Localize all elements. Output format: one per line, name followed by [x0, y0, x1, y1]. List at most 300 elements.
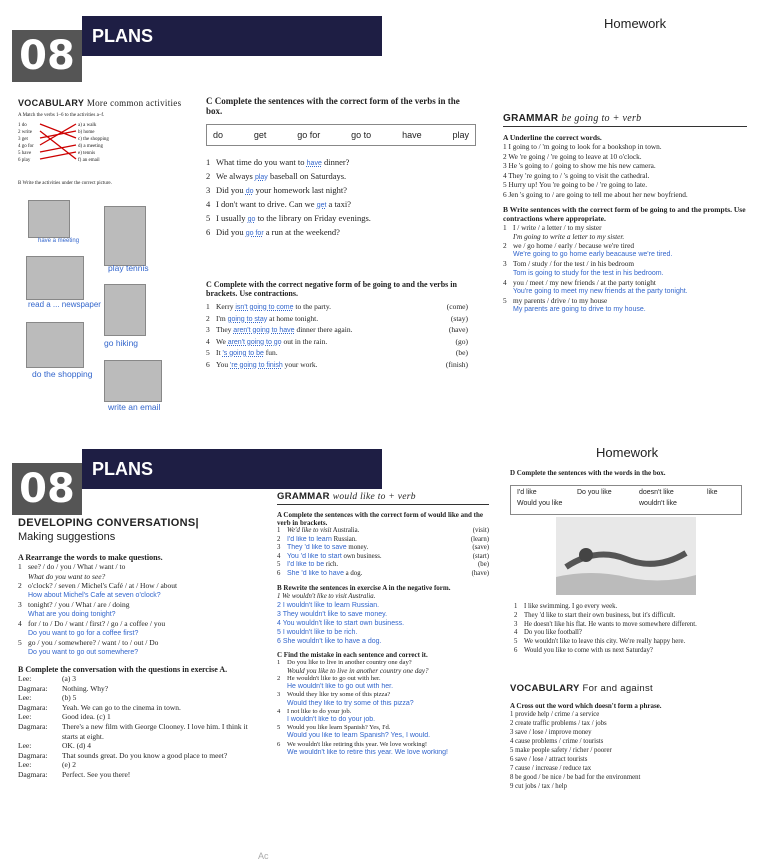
- gr-a-item: [277, 570, 489, 579]
- conversation-line: [18, 693, 258, 703]
- voc-item: 8 be good / be nice / be bad for the environment: [510, 774, 641, 781]
- gb-instruction: B Write sentences with the correct form of be going to and the prompts. Use contractions where appropriate.: [503, 204, 746, 223]
- item-number: 5: [277, 724, 281, 732]
- gr-b-list: [277, 592, 489, 646]
- item-number: 2: [503, 240, 507, 250]
- sentence-text: Do you like football?: [524, 629, 582, 637]
- verb-prompt: (learn): [470, 535, 489, 543]
- sentence-end: dinner?: [321, 157, 350, 167]
- gr-c-item: [277, 741, 489, 757]
- match-left-item: 4 go for: [18, 143, 34, 149]
- item-number: 2: [514, 611, 518, 619]
- speaker-name: Lee:: [18, 712, 32, 722]
- question-text: Would you like learn Spanish? Yes, I'd.: [287, 724, 391, 732]
- c2-sentence: [206, 348, 468, 360]
- item-number: 3: [206, 185, 211, 195]
- sentence-end: to the library on Friday evenings.: [255, 213, 371, 223]
- answer-text: aren't going to have: [233, 327, 295, 334]
- gr-c-question: [277, 675, 489, 683]
- sentence-text: We wouldn't like to leave this city. We're really happy here.: [524, 638, 686, 646]
- item-number: 3: [503, 259, 507, 269]
- item-number: 1: [206, 302, 210, 311]
- worksheet-page-bottom: [0, 433, 768, 866]
- item-number: 3: [206, 325, 210, 334]
- speaker-name: Dagmara:: [18, 750, 48, 760]
- c2-sentence: [206, 325, 468, 337]
- speaker-text: (a) 3: [62, 674, 76, 683]
- vocab-b-instruction: B Write the activities under the correct picture.: [18, 180, 112, 186]
- gr-b-item: 3 They wouldn't like to save money.: [277, 610, 388, 618]
- sentence-end: at home tonight.: [267, 313, 319, 323]
- question-words: o'clock? / seven / Michel's Café / at / How / about: [28, 581, 178, 590]
- swimmer-image: [556, 517, 696, 595]
- question-text: Do you like to live in another country one day?: [287, 658, 412, 666]
- gb-prompt: [503, 259, 747, 268]
- dc-b-conversation: [18, 674, 258, 780]
- sentence-start: What time do you want to: [216, 157, 307, 167]
- dc-question: [18, 600, 258, 610]
- ga-item: 2 We 're going / 're going to leave at 10 o'clock.: [503, 151, 642, 161]
- gr-c-question: [277, 708, 489, 716]
- prompt-text: my parents / drive / to my house: [513, 296, 608, 306]
- question-text: I not like to do your job.: [287, 707, 352, 715]
- dc-question: [18, 581, 258, 591]
- word-box-item: go for: [297, 130, 321, 140]
- gr-c-item: [277, 675, 489, 691]
- item-number: 6: [206, 227, 211, 237]
- dc-a-item: [18, 638, 258, 657]
- vocabulary-section: [18, 98, 193, 188]
- voc-list: [510, 710, 750, 791]
- answer-text: go for: [245, 230, 264, 237]
- word-box-item: like: [707, 489, 718, 496]
- word-box-item: get: [253, 130, 267, 140]
- verb-word-box: [206, 124, 476, 146]
- d-item: [514, 603, 750, 612]
- picture-caption-3: read a ... newspaper: [28, 300, 101, 309]
- sentence-start: I don't want to drive. Can we: [216, 199, 317, 209]
- item-number: 4: [206, 336, 210, 346]
- picture-caption-5: do the shopping: [32, 369, 93, 379]
- match-right-item: d) a meeting: [78, 143, 103, 149]
- verb-prompt: (go): [455, 336, 468, 346]
- speaker-text: Nothing. Why?: [62, 683, 109, 693]
- dc-answer: What are you doing tonight?: [28, 610, 116, 618]
- speaker-text: OK. (d) 4: [62, 741, 91, 751]
- item-number: 2: [206, 313, 210, 323]
- sentence-end: fun.: [263, 348, 278, 357]
- dc-answer: How about Michel's Cafe at seven o'clock?: [28, 591, 161, 599]
- question-words: tonight? / you / What / are / doing: [28, 600, 130, 609]
- gb-answer: I'm going to write a letter to my sister.: [513, 231, 625, 241]
- item-number: 1: [277, 658, 281, 666]
- sentence-end: rich.: [324, 561, 339, 569]
- answer-text: play: [254, 174, 268, 181]
- sentence-text: He doesn't like his flat. He wants to move somewhere different.: [524, 620, 697, 628]
- gr-c-item: [277, 708, 489, 724]
- match-left-item: 5 have: [18, 150, 32, 156]
- sentence-end: your homework last night?: [253, 185, 348, 195]
- sentence-text: They 'd like to start their own business, but it's difficult.: [524, 611, 676, 619]
- sentence-end: baseball on Saturdays.: [267, 171, 347, 181]
- sentence-start: I usually: [216, 213, 248, 223]
- conversation-line: [18, 722, 258, 741]
- dc-answer: Do you want to go out somewhere?: [28, 648, 139, 656]
- sentence-end: Russian.: [331, 535, 357, 543]
- shopping-photo: [26, 322, 84, 368]
- gb-prompt: [503, 296, 747, 305]
- sentence-start: We: [216, 336, 228, 346]
- match-left-item: 6 play: [18, 157, 31, 163]
- speaker-text: Good idea. (c) 1: [62, 712, 111, 722]
- answer-text: 're going to finish: [230, 361, 283, 369]
- gb-item: [503, 278, 747, 296]
- word-box-item: have: [402, 130, 422, 140]
- gb-list: [503, 223, 747, 315]
- word-box-item: I'd like: [517, 489, 537, 496]
- gb-prompt: [503, 223, 747, 232]
- question-words: for / to / Do / want / first? / go / a coffee / you: [28, 619, 166, 628]
- picture-caption-1: have a meeting: [38, 238, 80, 244]
- item-number: 1: [206, 157, 211, 167]
- answer-text: do: [245, 188, 254, 195]
- dc-question: [18, 638, 258, 648]
- gr-a-list: [277, 527, 489, 579]
- sentence-end: own business.: [341, 552, 382, 560]
- gb-item: [503, 259, 747, 277]
- vocab-match-list: [18, 121, 128, 177]
- newspaper-photo: [26, 256, 84, 300]
- gb-answer: Tom is going to study for the test in his bedroom.: [513, 269, 664, 277]
- speaker-name: Dagmara:: [18, 721, 48, 731]
- prompt-text: I / write / a letter / to my sister: [513, 222, 602, 232]
- gr-b-instruction: B Rewrite the sentences in exercise A in the negative form.: [277, 583, 451, 592]
- c2-sentence: [206, 360, 468, 372]
- c2-sentence: [206, 302, 468, 314]
- match-left-item: 2 write: [18, 129, 33, 135]
- match-lines: [18, 121, 128, 177]
- developing-conversations-section: [18, 517, 258, 780]
- verb-prompt: (have): [471, 569, 489, 577]
- vocab-a-instruction: A Match the verbs 1–6 to the activities a–f.: [18, 113, 105, 118]
- item-number: 2: [277, 535, 281, 543]
- conversation-line: [18, 751, 258, 761]
- conversation-line: [18, 741, 258, 751]
- sentence-start: They: [216, 325, 234, 334]
- speaker-text: That sounds great. Do you know a good place to meet?: [62, 750, 228, 760]
- grammar-subtitle: be going to + verb: [561, 113, 642, 124]
- item-number: 5: [503, 296, 507, 306]
- ga-item: 1 I going to / 'm going to look for a bookshop in town.: [503, 142, 662, 151]
- gb-prompt: [503, 241, 747, 250]
- tennis-photo: [104, 206, 146, 266]
- ga-list: [503, 142, 747, 200]
- word-box-item: Do you like: [577, 489, 612, 496]
- speaker-name: Dagmara:: [18, 683, 48, 693]
- item-number: 2: [277, 674, 281, 682]
- speaker-text: (b) 5: [62, 693, 77, 703]
- sentence-start: We always: [216, 171, 255, 181]
- sentence-start: Did you: [216, 185, 246, 195]
- voc-item: 1 provide help / crime / a service: [510, 711, 600, 718]
- vocabulary-for-against-section: [510, 683, 750, 791]
- item-number: 3: [277, 691, 281, 699]
- item-number: 6: [277, 569, 281, 577]
- gr-c-list: [277, 659, 489, 757]
- c1-sentence: [206, 184, 476, 198]
- voc-item: 6 save / lose / attract tourists: [510, 756, 588, 763]
- dc-question: [18, 562, 258, 572]
- voc-a-instruction: A Cross out the word which doesn't form a phrase.: [510, 702, 662, 710]
- sentence-end: Australia.: [331, 527, 360, 534]
- c1-sentence: [206, 198, 476, 212]
- dc-title: DEVELOPING CONVERSATIONS|: [18, 517, 199, 529]
- word-box-item: doesn't like: [639, 489, 674, 496]
- c1-sentence: [206, 226, 476, 240]
- picture-caption-4: go hiking: [104, 338, 139, 348]
- gr-c-answer: Would you like to learn Spanish? Yes, I would.: [287, 732, 431, 740]
- item-number: 5: [514, 638, 518, 646]
- dc-a-item: [18, 600, 258, 619]
- watermark: Ac: [258, 851, 269, 861]
- sentence-text: I like swimming. I go every week.: [524, 603, 618, 610]
- verb-prompt: (come): [446, 302, 468, 311]
- conversation-line: [18, 674, 258, 684]
- gr-c-answer: He wouldn't like to go out with her.: [287, 683, 394, 691]
- item-number: 1: [18, 562, 22, 571]
- d-item: [514, 647, 750, 656]
- gr-b-item: 1 We wouldn't like to visit Australia.: [277, 592, 376, 600]
- answer-text: They 'd like to save: [287, 544, 347, 552]
- word-box-item: do: [213, 130, 224, 140]
- item-number: 4: [206, 199, 211, 209]
- gr-b-item: 2 I wouldn't like to learn Russian.: [277, 601, 380, 609]
- item-number: 4: [277, 552, 281, 560]
- sentence-text: Would you like to come with us next Saturday?: [524, 646, 653, 654]
- match-line: [40, 145, 76, 152]
- match-left-item: 1 do: [18, 122, 27, 128]
- c2-sentence: [206, 337, 468, 349]
- speaker-text: There's a new film with George Clooney. I love him. I think it starts at eight.: [62, 721, 248, 741]
- sentence-end: dinner there again.: [294, 325, 353, 334]
- item-number: 5: [277, 561, 281, 569]
- verb-prompt: (finish): [445, 359, 468, 369]
- sentence-start: I'm: [216, 313, 228, 323]
- sentence-end: out in the rain.: [281, 336, 328, 346]
- match-right-item: f) an email: [78, 157, 100, 163]
- grammar-going-to-section: [503, 113, 747, 315]
- dc-a-instruction: A Rearrange the words to make questions.: [18, 553, 163, 562]
- sentence-start: It: [216, 348, 223, 357]
- answer-text: get: [316, 202, 327, 209]
- c1-sentence: [206, 156, 476, 170]
- answer-text: I'd like to learn: [287, 535, 332, 543]
- gr-a-item: [277, 527, 489, 536]
- speaker-text: (e) 2: [62, 760, 76, 770]
- dc-a-item: [18, 562, 258, 581]
- grammar-title: GRAMMAR: [503, 113, 559, 124]
- match-right-item: b) home: [78, 129, 95, 135]
- item-number: 1: [514, 603, 518, 610]
- ga-item: 5 Hurry up! You 're going to be / 're going to late.: [503, 180, 648, 190]
- word-box-item: play: [452, 130, 469, 140]
- gb-answer: My parents are going to drive to my house.: [513, 306, 646, 314]
- exercise-c-going-to: [206, 280, 468, 371]
- speaker-text: Yeah. We can go to the cinema in town.: [62, 702, 181, 712]
- voc-subtitle: For and against: [582, 683, 653, 694]
- verb-prompt: (start): [472, 552, 489, 560]
- answer-text: You 'd like to start: [287, 552, 342, 560]
- question-words: see? / do / you / What / want / to: [28, 562, 126, 571]
- gr-c-item: [277, 724, 489, 740]
- item-number: 5: [206, 213, 211, 223]
- verb-prompt: (be): [478, 561, 489, 569]
- c2-sentence-list: [206, 302, 468, 371]
- answer-text: She 'd like to have: [287, 569, 344, 577]
- unit-title-2: PLANS: [82, 449, 382, 489]
- answer-text: aren't going to go: [227, 338, 282, 346]
- exercise-d-items: [514, 603, 750, 656]
- gr-a-instruction: A Complete the sentences with the correct form of would like and the verb in brackets.: [277, 511, 483, 527]
- gr-b-item: 4 You wouldn't like to start own business.: [277, 619, 405, 627]
- word-box-item: wouldn't like: [639, 500, 677, 507]
- speaker-name: Lee:: [18, 674, 32, 683]
- c1-sentence: [206, 212, 476, 226]
- item-number: 3: [514, 620, 518, 628]
- voc-item: 5 make people safety / richer / poorer: [510, 747, 612, 754]
- answer-text: going to stay: [227, 315, 268, 323]
- match-right-item: c) the shopping: [78, 136, 109, 142]
- voc-item: 3 save / lose / improve money: [510, 729, 592, 736]
- dc-answer: What do you want to see?: [28, 571, 106, 581]
- speaker-name: Dagmara:: [18, 702, 48, 712]
- gr-c-answer: Would they like to try some of this pizza?: [287, 699, 414, 707]
- match-left-item: 3 get: [18, 136, 28, 142]
- match-right-item: a) a walk: [78, 122, 97, 128]
- c2-instruction: C Complete with the correct negative form of be going to and the verbs in brackets. Use contractions.: [206, 280, 457, 298]
- dc-a-list: [18, 562, 258, 657]
- sentence-end: to the party.: [293, 302, 331, 311]
- question-text: He wouldn't like to go out with her.: [287, 674, 381, 682]
- exercise-d-section: [510, 469, 750, 515]
- item-number: 3: [18, 600, 22, 609]
- email-photo: [104, 360, 162, 402]
- conversation-line: [18, 712, 258, 722]
- ga-item: 6 Jen 's going to / are going to tell me about her new boyfriend.: [503, 189, 688, 199]
- prompt-text: Tom / study / for the test / in his bedroom: [513, 259, 635, 269]
- gr-title: GRAMMAR: [277, 491, 330, 502]
- d-list: [514, 603, 750, 656]
- question-text: We wouldn't like retiring this year. We love working!: [287, 740, 428, 748]
- c1-instruction: C Complete the sentences with the correct form of the verbs in the box.: [206, 96, 460, 116]
- item-number: 4: [503, 277, 507, 287]
- answer-text: isn't going to come: [235, 304, 294, 311]
- vocab-title: VOCABULARY: [18, 98, 85, 108]
- answer-text: 's going to be: [222, 350, 264, 357]
- c2-sentence: [206, 314, 468, 326]
- sentence-start: You: [216, 359, 231, 369]
- speaker-name: Lee:: [18, 741, 32, 751]
- gr-a-item: [277, 536, 489, 545]
- speaker-name: Lee:: [18, 760, 32, 770]
- sentence-end: a taxi?: [326, 199, 351, 209]
- swimmer-icon: [556, 517, 696, 595]
- verb-prompt: (visit): [472, 527, 489, 534]
- item-number: 4: [514, 629, 518, 637]
- gr-c-answer: We wouldn't like to retire this year. We love working!: [287, 748, 448, 756]
- sentence-end: a dog.: [343, 569, 363, 577]
- grammar-would-like-section: [277, 491, 489, 757]
- gb-prompt: [503, 278, 747, 287]
- d-item: [514, 629, 750, 638]
- voc-item: 9 cut jobs / tax / help: [510, 783, 568, 790]
- dc-question: [18, 619, 258, 629]
- speaker-name: Dagmara:: [18, 769, 48, 779]
- gr-c-question: [277, 724, 489, 732]
- item-number: 6: [277, 740, 281, 748]
- gr-c-answer: Would you like to live in another country one day?: [287, 666, 429, 675]
- voc-title: VOCABULARY: [510, 683, 580, 694]
- item-number: 4: [277, 707, 281, 715]
- gb-answer: We're going to go home early beacause we're tired.: [513, 251, 673, 259]
- gr-a-item: [277, 544, 489, 553]
- c1-sentence: [206, 170, 476, 184]
- sentence-end: a run at the weekend?: [263, 227, 340, 237]
- speaker-text: Perfect. See you there!: [62, 769, 131, 779]
- gr-c-question: [277, 691, 489, 699]
- answer-text: I'd like to be: [287, 561, 325, 569]
- item-number: 1: [503, 222, 507, 232]
- d-instruction: D Complete the sentences with the words in the box.: [510, 469, 666, 477]
- speaker-name: Lee:: [18, 693, 32, 703]
- conversation-line: [18, 770, 258, 780]
- answer-text: have: [306, 160, 322, 167]
- dc-subtitle: Making suggestions: [18, 531, 116, 543]
- voc-item: 4 cause problems / crime / tourists: [510, 738, 604, 745]
- homework-heading-2: Homework: [596, 445, 659, 460]
- d-word-box: [510, 485, 742, 515]
- item-number: 5: [18, 638, 22, 647]
- voc-item: 7 cause / increase / reduce tax: [510, 765, 592, 772]
- item-number: 4: [18, 619, 22, 628]
- gr-c-instruction: C Find the mistake in each sentence and correct it.: [277, 650, 428, 659]
- prompt-text: we / go home / early / because we're tired: [513, 240, 635, 250]
- picture-caption-6: write an email: [108, 402, 161, 412]
- vocab-subtitle: More common activities: [86, 98, 182, 108]
- gr-c-question: [277, 741, 489, 749]
- prompt-text: you / meet / my new friends / at the party tonight: [513, 277, 656, 287]
- homework-heading: Homework: [604, 16, 667, 31]
- verb-prompt: (have): [448, 325, 468, 334]
- dc-a-item: [18, 619, 258, 638]
- gr-a-item: [277, 553, 489, 562]
- match-right-item: e) tennis: [78, 150, 96, 156]
- item-number: 3: [277, 544, 281, 552]
- conversation-line: [18, 760, 258, 770]
- gb-item: [503, 296, 747, 314]
- gr-c-answer: I wouldn't like to do your job.: [287, 715, 376, 723]
- dc-a-item: [18, 581, 258, 600]
- dc-answer: Do you want to go for a coffee first?: [28, 629, 139, 637]
- item-number: 6: [514, 646, 518, 654]
- sentence-start: Kerry: [216, 302, 236, 311]
- unit-title: PLANS: [82, 16, 382, 56]
- d-item: [514, 638, 750, 647]
- meeting-photo: [28, 200, 70, 238]
- gr-c-item: [277, 659, 489, 675]
- ga-item: 4 They 're going to / 's going to visit the cathedral.: [503, 170, 650, 180]
- unit-number: 08: [12, 30, 82, 82]
